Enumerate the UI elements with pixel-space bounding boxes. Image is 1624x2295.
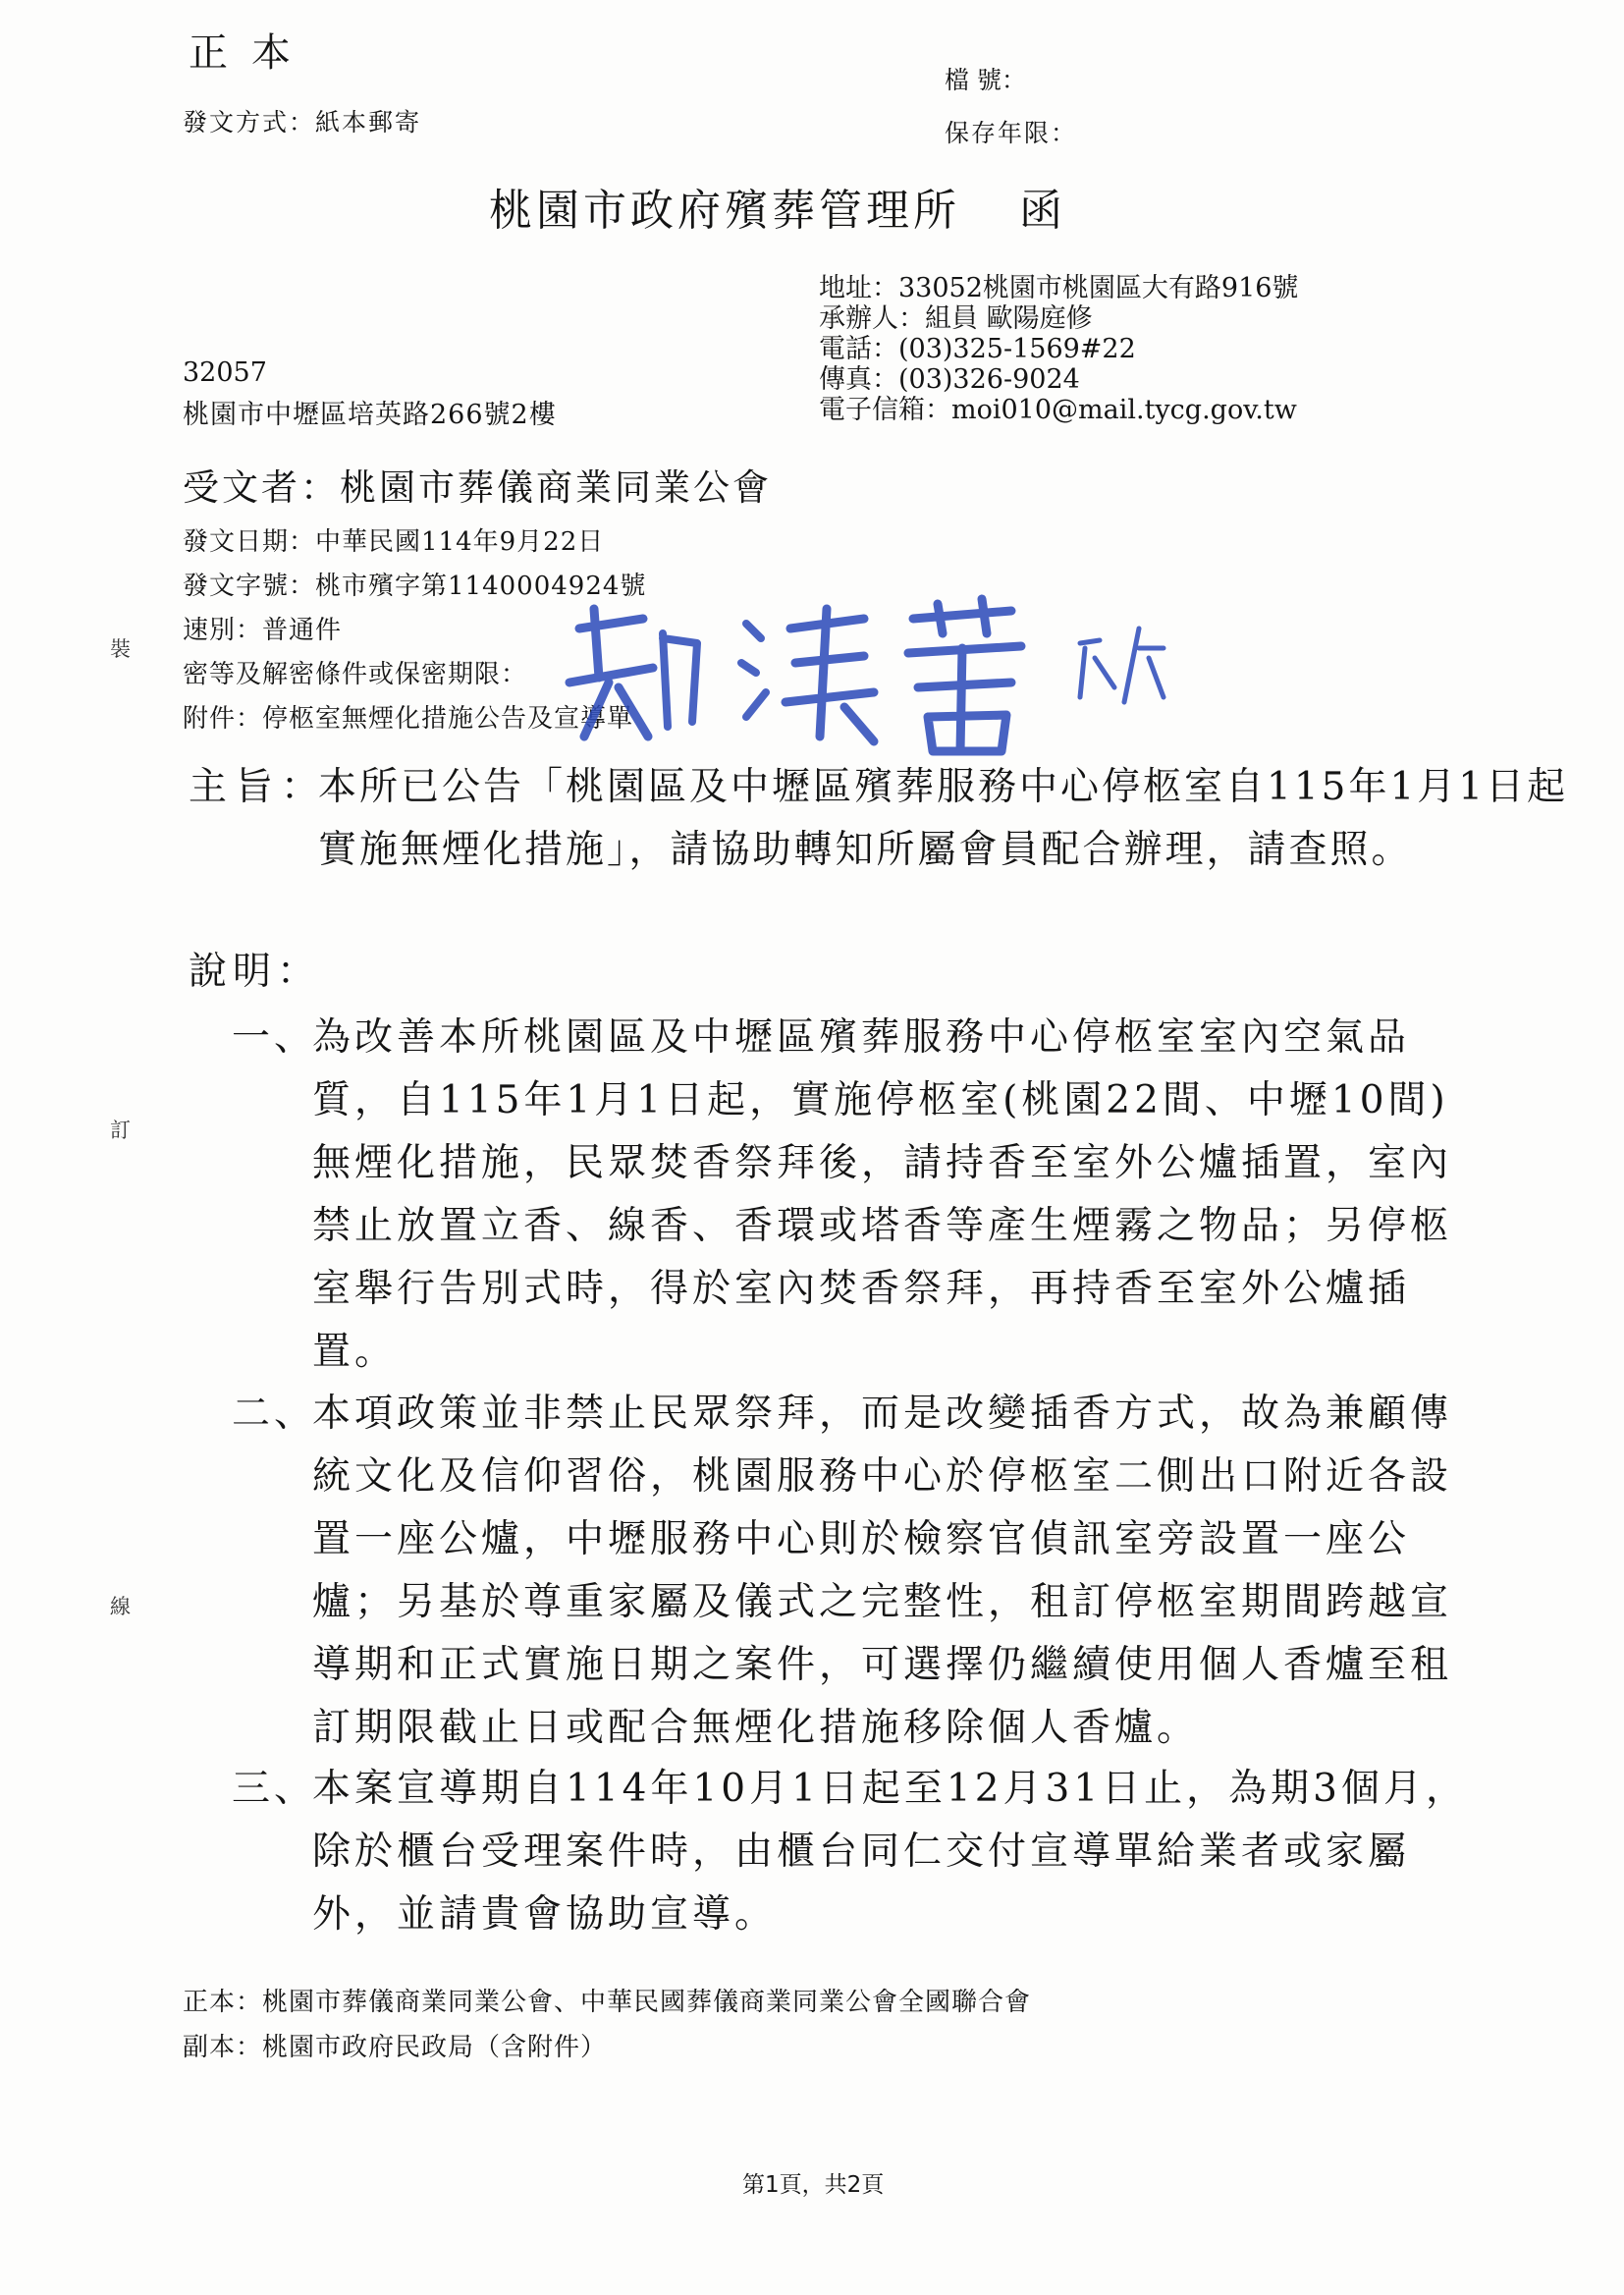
- item-text: 本項政策並非禁止民眾祭拜，而是改變插香方式，故為兼顧傳統文化及信仰習俗，桃園服務中心於停柩室二側出口附近各設置一座公爐，中壢服務中心則於檢察官偵訊室旁設置一座公爐；另基於尊重家屬及儀式之完整性，租訂停柩室期間跨越宣導期和正式實施日期之案件，可選擇仍繼續使用個人香爐至租訂期限截止日或配合無煙化措施移除個人香爐。: [312, 1392, 1453, 1750]
- distribution-list: [183, 1980, 1031, 2070]
- document-number: 發文字號：桃市殯字第1140004924號: [183, 572, 647, 601]
- dispatch-method: 發文方式：紙本郵寄: [183, 108, 422, 137]
- copy-recipients: 副本：桃園市政府民政局（含附件）: [183, 2033, 608, 2062]
- agency-address: 地址：33052桃園市桃園區大有路916號: [819, 273, 1299, 303]
- binding-mark-ding: 訂: [110, 1119, 131, 1142]
- binding-mark-xian: 線: [110, 1595, 131, 1618]
- recipient: 受文者：桃園市葬儀商業同業公會: [183, 466, 772, 509]
- attachment: 附件：停柩室無煙化措施公告及宣導單: [183, 704, 634, 734]
- recipient-address: 桃園市中壢區培英路266號2樓: [183, 400, 557, 430]
- signature-stamp: [550, 589, 1178, 766]
- document-title: [489, 175, 1066, 238]
- item-number: 一、: [232, 1015, 317, 1060]
- binding-mark-zhuang: 裝: [110, 637, 131, 661]
- issue-date: 發文日期：中華民國114年9月22日: [183, 527, 605, 557]
- item-text: 為改善本所桃園區及中壢區殯葬服務中心停柩室室內空氣品質，自115年1月1日起，實施停柩室(桃園22間、中壢10間)無煙化措施，民眾焚香祭拜後，請持香至室外公爐插置，室內禁止放置立香、線香、香環或塔香等產生煙霧之物品；另停柩室舉行告別式時，得於室內焚香祭拜，再持香至室外公爐插置。: [312, 1015, 1453, 1374]
- subject-text: 本所已公告「桃園區及中壢區殯葬服務中心停柩室自115年1月1日起實施無煙化措施」，請協助轉知所屬會員配合辦理，請查照。: [318, 765, 1569, 872]
- item-number: 二、: [232, 1392, 317, 1436]
- recipient-zip: 32057: [183, 357, 267, 388]
- issuing-agency: 桃園市政府殯葬管理所: [489, 186, 960, 236]
- speed-class: 速別：普通件: [183, 616, 343, 645]
- document-type: 函: [1019, 186, 1066, 236]
- email: 電子信箱：moi010@mail.tycg.gov.tw: [819, 395, 1297, 425]
- phone: 電話：(03)325-1569#22: [819, 334, 1136, 364]
- handler: 承辦人：組員 歐陽庭修: [819, 303, 1093, 334]
- file-number-label: 檔 號：: [945, 66, 1026, 94]
- main-recipients: 正本：桃園市葬儀商業同業公會、中華民國葬儀商業同業公會全國聯合會: [183, 1988, 1032, 2017]
- item-number: 三、: [232, 1767, 317, 1811]
- copy-label: 正本: [189, 30, 314, 76]
- contact-block: [819, 273, 1298, 425]
- retention-period-label: 保存年限：: [945, 119, 1078, 147]
- subject-label: 主旨：: [189, 765, 328, 809]
- description-label: 說明：: [189, 950, 322, 994]
- secrecy-level: 密等及解密條件或保密期限：: [183, 660, 528, 689]
- item-text: 本案宣導期自114年10月1日起至12月31日止，為期3個月，除於櫃台受理案件時，由櫃台同仁交付宣導單給業者或家屬外，並請貴會協助宣導。: [312, 1767, 1468, 1937]
- page-number: 第1頁，共2頁: [742, 2172, 885, 2198]
- fax: 傳真：(03)326-9024: [819, 364, 1080, 395]
